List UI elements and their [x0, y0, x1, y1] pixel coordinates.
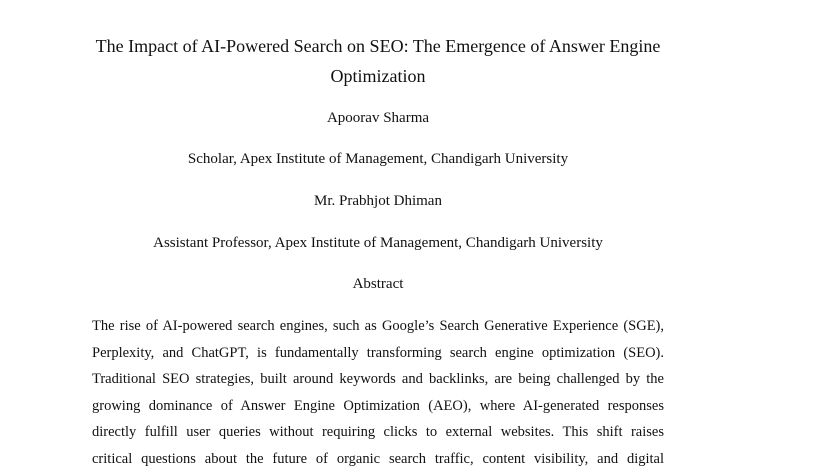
abstract-line: Traditional SEO strategies, built around keywords and backlinks, are being challenged by the [92, 366, 664, 393]
author-name-1: Apoorav Sharma [92, 108, 664, 128]
author-name-2: Mr. Prabhjot Dhiman [92, 191, 664, 211]
abstract-line: The rise of AI-powered search engines, such as Google’s Search Generative Experience (SGE), [92, 313, 664, 340]
paper-title: The Impact of AI-Powered Search on SEO: The Emergence of Answer Engine Optimization [92, 31, 664, 91]
abstract-line: Perplexity, and ChatGPT, is fundamentally transforming search engine optimization (SEO). [92, 340, 664, 367]
author-affiliation-2: Assistant Professor, Apex Institute of Management, Chandigarh University [92, 233, 664, 253]
abstract-heading: Abstract [92, 274, 664, 294]
abstract-line: directly fulfill user queries without requiring clicks to external websites. This shift raises [92, 419, 664, 446]
abstract-body [92, 313, 664, 472]
abstract-line: critical questions about the future of organic search traffic, content visibility, and digital [92, 446, 664, 472]
abstract-line: growing dominance of Answer Engine Optimization (AEO), where AI-generated responses [92, 393, 664, 420]
author-affiliation-1: Scholar, Apex Institute of Management, Chandigarh University [92, 149, 664, 169]
